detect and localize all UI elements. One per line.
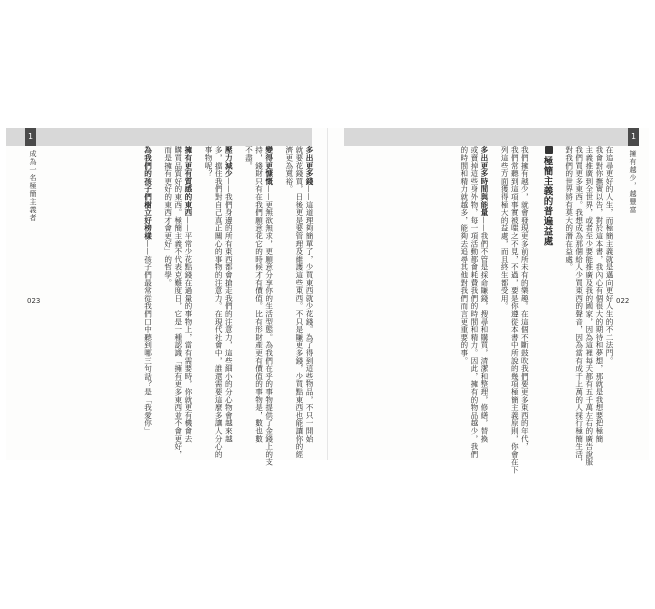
left-page-body xyxy=(42,146,314,466)
text-column: 我們買更多東西。我想成為那個給人少買東西的聲音，因為當有成千上萬的人採行極簡生活， xyxy=(574,146,584,466)
text-column: 濟更為寬裕。 xyxy=(284,146,294,193)
text-column: 持，錢財只有在我們願意花它的時候才有價值。比有形財產更有價值的事物是，數也數 xyxy=(254,146,264,443)
text-column: 列這些方面獲得極大的益處，而且終生都受用。 xyxy=(500,146,510,310)
text-column: 多出更多錢——這道理夠簡單了，少買東西就少花錢。為了得到這些物品，不只一開始 xyxy=(305,146,314,443)
text-column: 壓力減少——我們身邊的所有東西都會搶走我們的注意力，這些細小的分心物會越來越 xyxy=(224,146,234,443)
text-column: 對我們的世界將有莫大的潛在益處。 xyxy=(564,146,574,271)
text-column: 購買品質好的東西。極簡主義不代表克難度日，它是一種認識「擁有更多東西並不會更好， xyxy=(173,146,183,458)
text-column: 就要花錢買，日後更是要管理及維護這些東西。不只是賺更多錢，少買點東西也能讓你的經 xyxy=(294,146,304,458)
right-running-head: 擁有越少，越豐富 xyxy=(629,150,637,214)
text-column: 變得更慷慨——更無欲無求，更願意分享你的生活型態。為我們在乎的事物提供了金錢上的支 xyxy=(264,146,274,466)
text-column: 我們擁有越少，就會發現更多前所未有的樂趣。在這個不斷鼓吹我們要更多東西的年代， xyxy=(520,146,530,451)
text-column: 主義推廣到全世界，或者至少要能推廣及我的國家，因為這裡每天都有五千萬左右的廣告說服 xyxy=(584,146,594,466)
page-gutter xyxy=(327,128,328,460)
left-running-head: 成為一名極簡主義者 xyxy=(29,150,37,222)
text-column: 的時間和精力就越多，能夠去追尋其他對我們而言更重要的事。 xyxy=(459,146,469,365)
text-column: 多，擋住我們對自己真正關心的事物的注意力。在現代社會中，誰還需要這麼多讓人分心的 xyxy=(214,146,224,458)
left-section-tab: 1 xyxy=(25,128,36,146)
text-column: 而是擁有更好的東西才會更好」的哲學。 xyxy=(163,146,173,287)
paragraph-gap xyxy=(553,146,563,298)
paragraph-gap xyxy=(193,146,203,298)
text-column: 我會對你撫實以告，對於這本書，我內心有個很大的期待和夢想，那就是我想要把極簡 xyxy=(594,146,604,443)
right-header-band xyxy=(344,128,633,146)
left-header-band xyxy=(6,128,312,146)
section-heading: 極簡主義的普遍益處 xyxy=(539,146,553,298)
text-column: 不盡。 xyxy=(244,146,254,170)
right-section-tab: 1 xyxy=(628,128,639,146)
right-page-number: 022 xyxy=(616,297,630,305)
paragraph-gap xyxy=(153,146,163,298)
text-column: 我們常聽到這項事實被嗤之不見，不過，要是你遵從本書中所說的幾項極簡主義原則，你會在下 xyxy=(510,146,520,474)
left-page-number: 023 xyxy=(27,297,41,305)
paragraph-gap xyxy=(489,146,499,298)
text-column: 擁有更有質感的東西——平常少花點錢在過量的事物上，當有需要時，你就更有機會去 xyxy=(183,146,193,443)
paragraph-gap xyxy=(529,146,539,298)
text-column: 多出更多時間與能量——我們不管是採命賺錢，搜尋和購買，清潔和整理，修繕，替換 xyxy=(479,146,489,443)
text-column: 事物呢？ xyxy=(204,146,214,178)
heading-square-icon xyxy=(545,146,553,154)
text-column: 或賣掉這些身外物，每一項活動都會耗費我們的時間和精力。因此，擁有的物品越少，我們 xyxy=(469,146,479,458)
text-column: 在追尋更好的人生，而極簡主義就是邁向更好人生的不二法門。 xyxy=(605,146,614,365)
right-page-body xyxy=(351,146,614,474)
paragraph-gap xyxy=(274,146,284,298)
paragraph-gap xyxy=(233,146,243,298)
text-column: 為我們的孩子們樹立好榜樣——孩子們最常從我們口中聽到哪三句話？是「我愛你」 xyxy=(143,146,153,435)
